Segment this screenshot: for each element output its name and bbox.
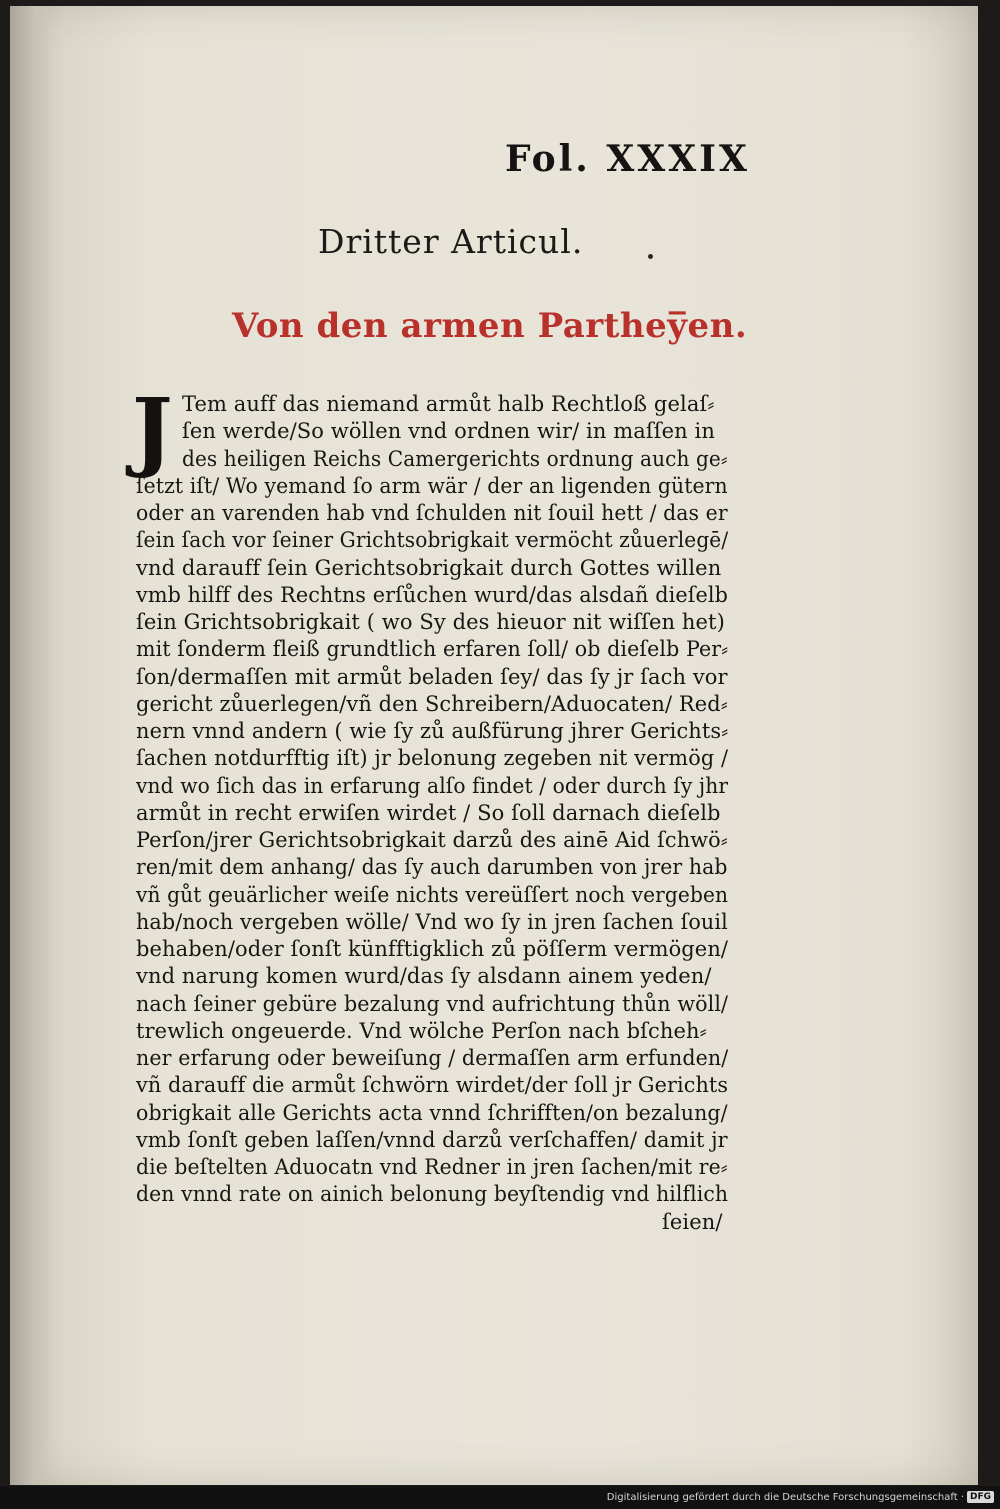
ink-dot [648,254,653,259]
text-line: vmb ſonſt geben laſſen/vnnd darzů verſchaffen/ damit jr [136,1127,728,1152]
footer-credit: Digitalisierung gefördert durch die Deutsche Forschungsgemeinschaft · [606,1492,964,1503]
text-line: Perſon/jrer Gerichtsobrigkait darzů des ainē Aid ſchwö⸗ [136,828,728,852]
text-line: nern vnnd andern ( wie ſy zů außfürung jhrer Gerichts⸗ [136,719,729,743]
text-line: ner erfarung oder beweiſung / dermaſſen arm erfunden/ [136,1046,729,1070]
text-line: ſein Grichtsobrigkait ( wo Sy des hieuor nit wiſſen het) [136,610,725,634]
text-line: vñ darauff die armůt ſchwörn wirdet/der ſoll jr Gerichts [136,1073,729,1098]
text-line: ſen werde/So wöllen vnd ordnen wir/ in maſſen in [182,419,715,444]
text-line: vnd darauff ſein Gerichtsobrigkait durch Gottes willen [136,555,722,580]
text-line: gericht zůuerlegen/vñ den Schreibern/Aduocaten/ Red⸗ [136,691,728,716]
text-line: ren/mit dem anhang/ das ſy auch darumben von jrer hab [136,855,728,880]
text-line: mit ſonderm fleiß grundtlich erfaren ſoll/ ob dieſelb Per⸗ [136,637,729,662]
text-line: Tem auff das niemand armůt halb Rechtloß gelaſ⸗ [182,392,715,416]
text-line: ſeien/ [662,1209,723,1234]
text-line: nach ſeiner gebüre bezalung vnd aufrichtung thůn wöll/ [136,991,729,1016]
text-line: vnd wo ſich das in erfarung alſo findet / oder durch ſy jhr [136,773,729,798]
text-line: vnd narung komen wurd/das ſy alsdann ainem yeden/ [136,964,712,989]
article-heading: Dritter Articul. [318,222,584,261]
article-subheading: Von den armen Parthey̅en. [232,306,748,346]
text-line: vmb hilff des Rechtns erſůchen wurd/das alsdañ dieſelb [136,582,729,607]
dfg-logo: DFG [967,1491,994,1503]
text-line: vñ gůt geuärlicher weiſe nichts vereüſſert noch vergeben [136,882,729,907]
drop-initial: J [132,380,173,481]
text-line: die beſtelten Aduocatn vnd Redner in jren ſachen/mit re⸗ [136,1155,728,1179]
text-line: obrigkait alle Gerichts acta vnnd ſchrifften/on bezalung/ [136,1100,728,1125]
text-line: oder an varenden hab vnd ſchulden nit ſouil hett / das er [136,501,728,525]
text-line: ſon/dermaſſen mit armůt beladen ſey/ das ſy jr ſach vor [136,664,728,689]
text-line: ſein ſach vor ſeiner Grichtsobrigkait vermöcht zůuerlegē/ [136,528,729,553]
folio-number: Fol. XXXIX [505,138,750,180]
text-line: den vnnd rate on ainich belonung beyſtendig vnd hilflich [136,1182,729,1207]
text-line: behaben/oder ſonſt künfftigklich zů pöſſerm vermögen/ [136,937,729,961]
page-gutter-shadow [10,6,52,1485]
text-line: des heiligen Reichs Camergerichts ordnung auch ge⸗ [182,446,728,471]
text-line: armůt in recht erwiſen wirdet / So ſoll darnach dieſelb [136,800,721,825]
text-line: hab/noch vergeben wölle/ Vnd wo ſy in jren ſachen ſouil [136,909,728,934]
text-line: ſetzt iſt/ Wo yemand ſo arm wär / der an ligenden gütern [136,473,728,498]
text-line: ſachen notdurfftig iſt) jr belonung zegeben nit vermög / [136,746,729,771]
text-line: trewlich ongeuerde. Vnd wölche Perſon nach bſcheh⸗ [136,1018,707,1043]
